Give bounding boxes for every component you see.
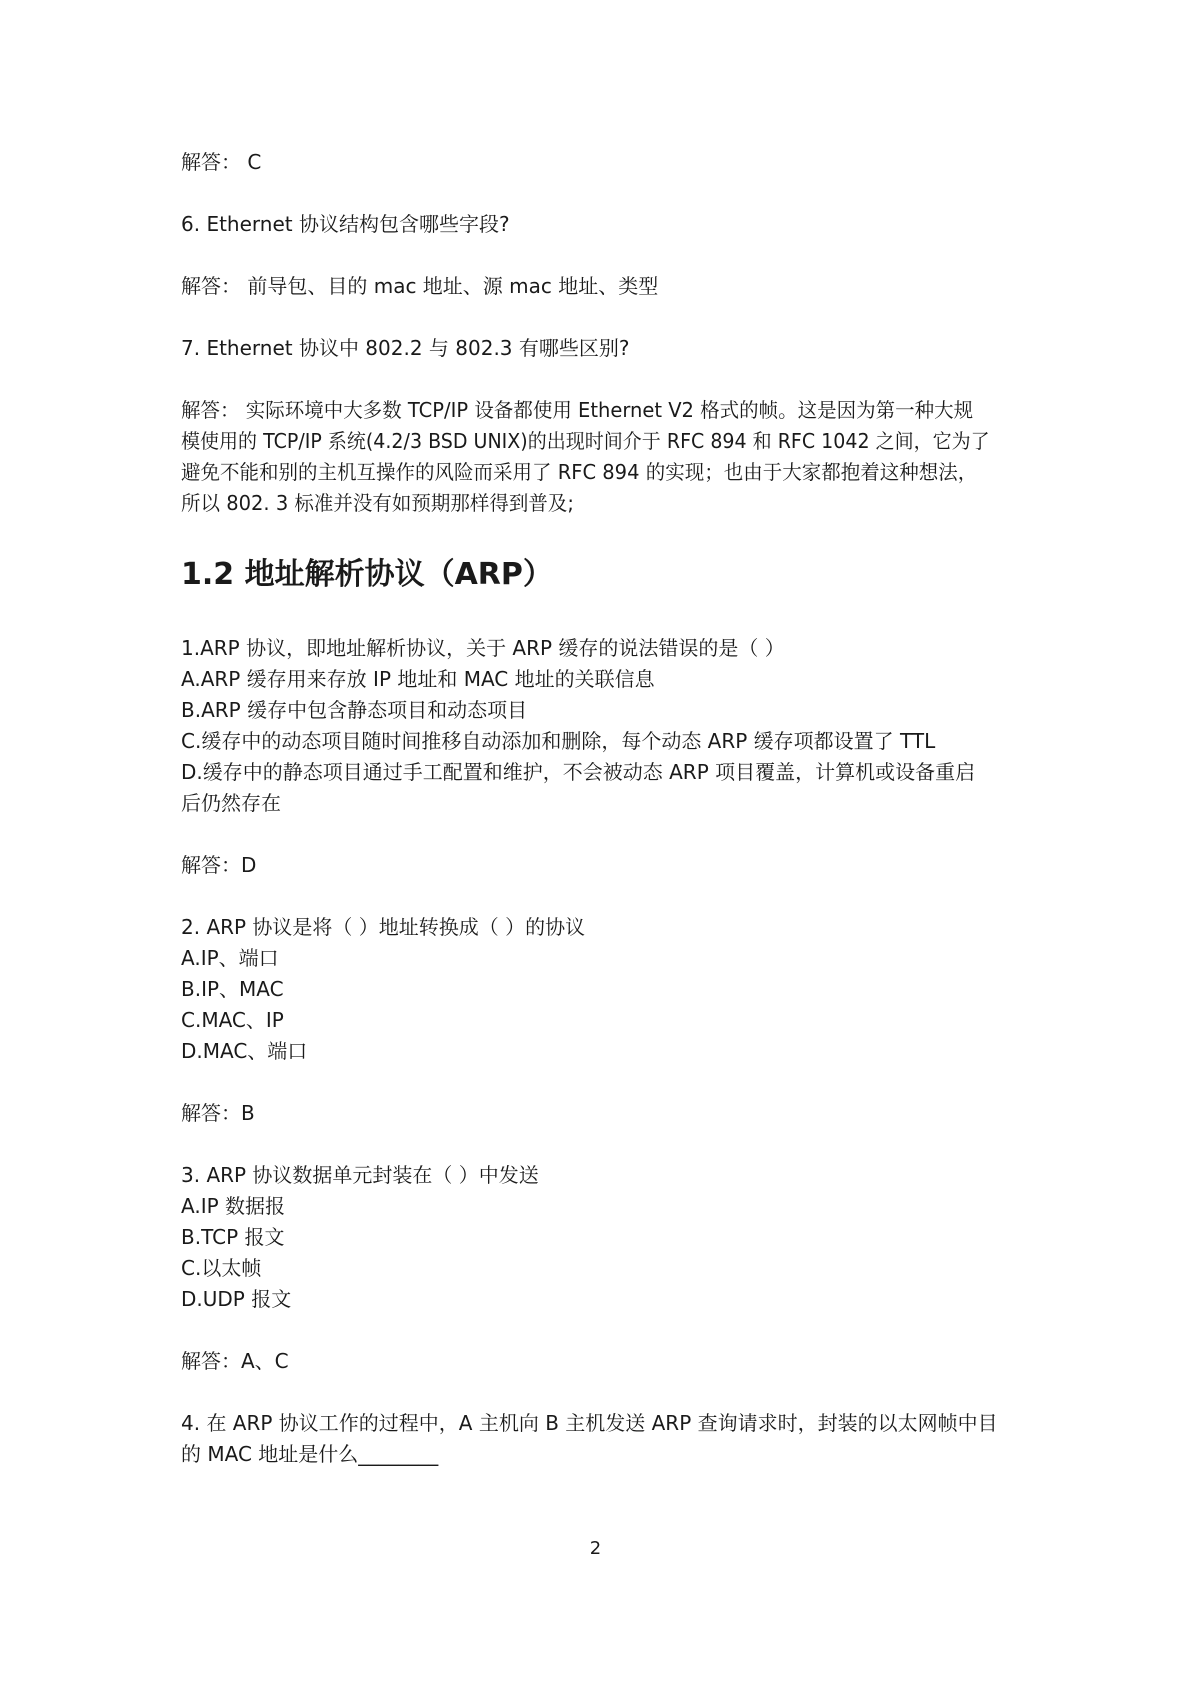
option-a: A.ARP 缓存用来存放 IP 地址和 MAC 地址的关联信息 bbox=[181, 667, 655, 691]
arp-question-4 bbox=[181, 1408, 1011, 1470]
question-line: 4. 在 ARP 协议工作的过程中，A 主机向 B 主机发送 ARP 查询请求时，封装的以太网帧中目 bbox=[181, 1411, 998, 1435]
answer-c: 解答： C bbox=[181, 150, 262, 174]
answer-7-line: 模使用的 TCP/IP 系统(4.2/3 BSD UNIX)的出现时间介于 RFC 894 和 RFC 1042 之间，它为了 bbox=[181, 429, 990, 453]
option-c: C.缓存中的动态项目随时间推移自动添加和删除，每个动态 ARP 缓存项都设置了 TTL bbox=[181, 729, 936, 753]
arp-question-3 bbox=[181, 1160, 1011, 1315]
option-d-line: D.缓存中的静态项目通过手工配置和维护，不会被动态 ARP 项目覆盖，计算机或设备重启 bbox=[181, 760, 976, 784]
option-b: B.IP、MAC bbox=[181, 977, 284, 1001]
option-c: C.以太帧 bbox=[181, 1256, 262, 1280]
arp-answer-1: 解答：D bbox=[181, 853, 257, 877]
option-d: D.MAC、端口 bbox=[181, 1039, 308, 1063]
question-7: 7. Ethernet 协议中 802.2 与 802.3 有哪些区别? bbox=[181, 336, 630, 360]
question-text: 1.ARP 协议，即地址解析协议，关于 ARP 缓存的说法错误的是（ ） bbox=[181, 636, 785, 660]
question-line: 的 MAC 地址是什么________ bbox=[181, 1442, 439, 1466]
arp-question-2 bbox=[181, 912, 1011, 1067]
option-c: C.MAC、IP bbox=[181, 1008, 284, 1032]
option-b: B.TCP 报文 bbox=[181, 1225, 285, 1249]
arp-answer-2: 解答：B bbox=[181, 1101, 255, 1125]
arp-question-1 bbox=[181, 633, 1011, 819]
option-a: A.IP、端口 bbox=[181, 946, 279, 970]
answer-7-line: 所以 802. 3 标准并没有如预期那样得到普及; bbox=[181, 491, 575, 515]
section-heading: 1.2 地址解析协议（ARP） bbox=[181, 557, 553, 592]
answer-7-line: 避免不能和别的主机互操作的风险而采用了 RFC 894 的实现；也由于大家都抱着这种想法， bbox=[181, 460, 978, 484]
option-d-line: 后仍然存在 bbox=[181, 791, 281, 815]
question-text: 3. ARP 协议数据单元封装在（ ）中发送 bbox=[181, 1163, 539, 1187]
question-6: 6. Ethernet 协议结构包含哪些字段? bbox=[181, 212, 510, 236]
arp-answer-3: 解答：A、C bbox=[181, 1349, 289, 1373]
option-b: B.ARP 缓存中包含静态项目和动态项目 bbox=[181, 698, 528, 722]
document-page bbox=[181, 0, 1011, 1684]
page-number: 2 bbox=[589, 1538, 602, 1559]
answer-7 bbox=[181, 395, 990, 519]
answer-7-line: 解答： 实际环境中大多数 TCP/IP 设备都使用 Ethernet V2 格式的帧。这是因为第一种大规 bbox=[181, 398, 974, 422]
option-a: A.IP 数据报 bbox=[181, 1194, 286, 1218]
question-text: 2. ARP 协议是将（ ）地址转换成（ ）的协议 bbox=[181, 915, 586, 939]
answer-6: 解答： 前导包、目的 mac 地址、源 mac 地址、类型 bbox=[181, 274, 659, 298]
option-d: D.UDP 报文 bbox=[181, 1287, 292, 1311]
